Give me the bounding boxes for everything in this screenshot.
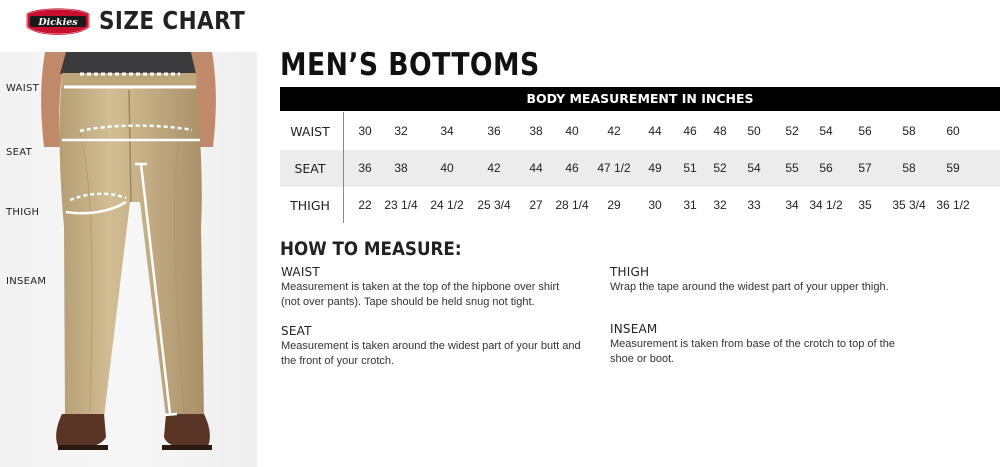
table-cell: 34 bbox=[440, 124, 454, 138]
table-cell: 51 bbox=[683, 161, 697, 175]
table-cell: 44 bbox=[529, 161, 543, 175]
measure-text: Measurement is taken at the top of the hipbone over shirt (not over pants). Tape should be held snug not tight. bbox=[281, 281, 560, 308]
table-cell: 36 bbox=[487, 124, 501, 138]
table-cell: 28 1/4 bbox=[555, 198, 589, 212]
table-cell: 22 bbox=[358, 198, 372, 212]
table-cell: 35 bbox=[858, 198, 872, 212]
measure-seat bbox=[281, 324, 591, 368]
table-cell: 34 1/2 bbox=[809, 198, 843, 212]
table-cell: 32 bbox=[394, 124, 408, 138]
table-cell: 31 bbox=[683, 198, 697, 212]
table-cell: 57 bbox=[858, 161, 872, 175]
table-cell: 30 bbox=[648, 198, 662, 212]
pants-illustration bbox=[0, 52, 257, 467]
measure-thigh bbox=[610, 265, 920, 295]
table-divider bbox=[343, 112, 344, 223]
table-cell: 47 1/2 bbox=[597, 161, 631, 175]
how-to-title: HOW TO MEASURE: bbox=[280, 238, 462, 260]
table-cell: 56 bbox=[858, 124, 872, 138]
page-title: SIZE CHART bbox=[99, 6, 246, 35]
table-cell: 58 bbox=[902, 124, 916, 138]
measure-heading: SEAT bbox=[281, 324, 312, 338]
measure-waist bbox=[281, 265, 591, 309]
table-cell: 38 bbox=[529, 124, 543, 138]
table-cell: 54 bbox=[819, 124, 833, 138]
measure-heading: INSEAM bbox=[610, 322, 658, 336]
measure-text: Measurement is taken around the widest part of your butt and the front of your crotch. bbox=[281, 340, 581, 367]
table-cell: 52 bbox=[785, 124, 799, 138]
row-label: THIGH bbox=[290, 198, 330, 213]
table-cell: 29 bbox=[607, 198, 621, 212]
table-cell: 55 bbox=[785, 161, 799, 175]
table-cell: 23 1/4 bbox=[384, 198, 418, 212]
measure-inseam bbox=[610, 322, 920, 366]
table-cell: 58 bbox=[902, 161, 916, 175]
table-cell: 49 bbox=[648, 161, 662, 175]
logo-text: Dickies bbox=[38, 16, 78, 28]
table-row bbox=[280, 150, 1000, 187]
section-title: MEN’S BOTTOMS bbox=[280, 47, 540, 83]
table-cell: 50 bbox=[747, 124, 761, 138]
table-row bbox=[280, 187, 1000, 224]
table-cell: 46 bbox=[565, 161, 579, 175]
table-cell: 33 bbox=[747, 198, 761, 212]
table-cell: 35 3/4 bbox=[892, 198, 926, 212]
table-cell: 25 3/4 bbox=[477, 198, 511, 212]
figure-label-thigh: THIGH bbox=[6, 207, 40, 218]
table-cell: 60 bbox=[946, 124, 960, 138]
figure-label-inseam: INSEAM bbox=[6, 276, 47, 287]
dickies-logo bbox=[24, 5, 92, 39]
table-cell: 32 bbox=[713, 198, 727, 212]
measure-heading: WAIST bbox=[281, 265, 320, 279]
row-label: SEAT bbox=[294, 161, 326, 176]
table-cell: 27 bbox=[529, 198, 543, 212]
table-cell: 36 bbox=[358, 161, 372, 175]
table-cell: 59 bbox=[946, 161, 960, 175]
measure-heading: THIGH bbox=[610, 265, 650, 279]
row-label: WAIST bbox=[290, 124, 330, 139]
measure-text: Wrap the tape around the widest part of your upper thigh. bbox=[610, 281, 889, 293]
table-cell: 48 bbox=[713, 124, 727, 138]
measure-text: Measurement is taken from base of the crotch to top of the shoe or boot. bbox=[610, 338, 895, 365]
table-cell: 42 bbox=[487, 161, 501, 175]
table-cell: 38 bbox=[394, 161, 408, 175]
table-cell: 36 1/2 bbox=[936, 198, 970, 212]
table-caption: BODY MEASUREMENT IN INCHES bbox=[280, 87, 1000, 111]
table-cell: 34 bbox=[785, 198, 799, 212]
table-cell: 54 bbox=[747, 161, 761, 175]
figure-label-seat: SEAT bbox=[6, 147, 33, 158]
table-cell: 46 bbox=[683, 124, 697, 138]
table-cell: 40 bbox=[440, 161, 454, 175]
table-cell: 40 bbox=[565, 124, 579, 138]
table-row bbox=[280, 113, 1000, 150]
pants-figure bbox=[0, 52, 257, 467]
table-cell: 42 bbox=[607, 124, 621, 138]
table-cell: 24 1/2 bbox=[430, 198, 464, 212]
figure-label-waist: WAIST bbox=[6, 83, 40, 94]
table-cell: 44 bbox=[648, 124, 662, 138]
table-cell: 56 bbox=[819, 161, 833, 175]
table-cell: 52 bbox=[713, 161, 727, 175]
table-cell: 30 bbox=[358, 124, 372, 138]
